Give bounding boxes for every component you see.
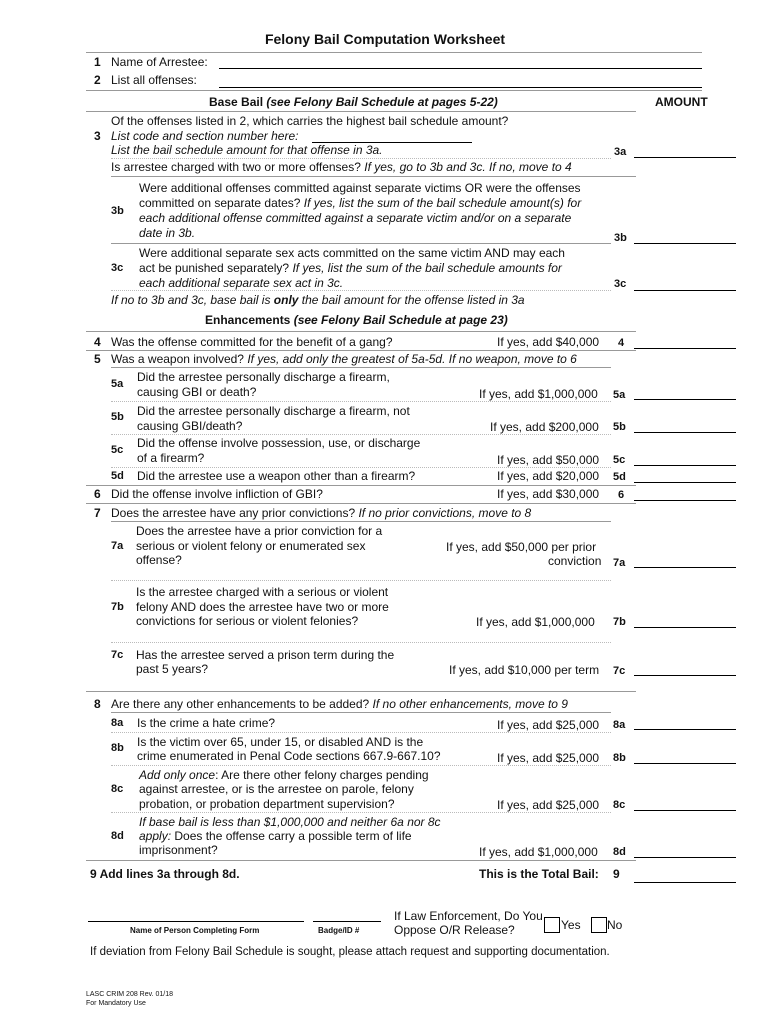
s3-line2: List code and section number here: <box>111 129 299 143</box>
amount-7a-field[interactable] <box>634 567 736 568</box>
s5c-line1: Did the offense involve possession, use, or discharge <box>137 436 421 450</box>
amount-8d-field[interactable] <box>634 857 736 858</box>
s8-question: Are there any other enhancements to be added? If no other enhancements, move to 9 <box>111 697 568 711</box>
s5b-ref: 5b <box>613 421 626 433</box>
s7b-number: 7b <box>111 601 124 613</box>
s7c-line1: Has the arrestee served a prison term during the <box>136 648 395 662</box>
badge-label: Badge/ID # <box>318 926 360 935</box>
total-bail-field[interactable] <box>634 882 736 883</box>
s3b-ref: 3b <box>614 232 627 244</box>
s7a-number: 7a <box>111 540 124 552</box>
mandatory-use: For Mandatory Use <box>86 1000 146 1007</box>
amount-5d-field[interactable] <box>634 482 736 483</box>
amount-6-field[interactable] <box>634 500 736 501</box>
row-1-number: 1 <box>94 55 101 69</box>
s8d-line3: imprisonment? <box>139 843 218 857</box>
amount-3c-field[interactable] <box>634 290 736 291</box>
s3b-number: 3b <box>111 205 124 217</box>
s3a-ref: 3a <box>614 146 627 158</box>
no-label: No <box>607 918 623 932</box>
s4-ref: 4 <box>618 337 625 349</box>
s5a-ref: 5a <box>613 389 626 401</box>
s7-question: Does the arrestee have any prior convictions? If no prior convictions, move to 8 <box>111 506 532 520</box>
amount-8a-field[interactable] <box>634 729 736 730</box>
s8c-line2: against arrestee, or is the arrestee on parole, felony <box>139 782 414 796</box>
amount-8c-field[interactable] <box>634 810 736 811</box>
s5-question: Was a weapon involved? If yes, add only the greatest of 5a-5d. If no weapon, move to 6 <box>111 352 577 366</box>
name-completing-field[interactable] <box>88 921 304 922</box>
s3-line3: List the bail schedule amount for that offense in 3a. <box>111 143 383 157</box>
amount-heading: AMOUNT <box>655 95 708 109</box>
yes-label: Yes <box>561 918 581 932</box>
s3b-line1: Were additional offenses committed against separate victims OR were the offenses <box>139 181 581 195</box>
s9-label: 9 Add lines 3a through 8d. <box>90 867 240 881</box>
s5b-line2: causing GBI/death? <box>137 419 243 433</box>
s8-number: 8 <box>94 697 101 711</box>
s5d-add: If yes, add $20,000 <box>497 469 600 483</box>
s4-question: Was the offense committed for the benefit of a gang? <box>111 335 393 349</box>
s8d-number: 8d <box>111 830 124 842</box>
s8b-number: 8b <box>111 742 124 754</box>
s8c-ref: 8c <box>613 799 626 811</box>
s5a-line1: Did the arrestee personally discharge a firearm, <box>137 370 390 384</box>
s7a-line2: serious or violent felony or enumerated sex <box>136 539 366 553</box>
s8d-ref: 8d <box>613 846 626 858</box>
offenses-field[interactable] <box>219 87 702 88</box>
yes-checkbox[interactable] <box>544 917 560 933</box>
base-bail-heading: Base Bail (see Felony Bail Schedule at pages 5-22) <box>209 95 498 109</box>
badge-field[interactable] <box>313 921 381 922</box>
s7a-add-line2: conviction <box>548 554 602 568</box>
s5a-line2: causing GBI or death? <box>137 385 257 399</box>
s3c-line2: act be punished separately? If yes, list the sum of the bail schedule amounts for <box>139 261 562 275</box>
s8d-add: If yes, add $1,000,000 <box>479 845 598 859</box>
offenses-label: List all offenses: <box>111 73 197 87</box>
s7b-line3: convictions for serious or violent felonies? <box>136 614 359 628</box>
s5b-number: 5b <box>111 411 124 423</box>
s9-ref: 9 <box>613 867 620 881</box>
s4-add: If yes, add $40,000 <box>497 335 600 349</box>
s8a-ref: 8a <box>613 719 626 731</box>
s8d-line1: If base bail is less than $1,000,000 and neither 6a nor 8c <box>139 815 441 829</box>
s7b-line2: felony AND does the arrestee have two or more <box>136 600 389 614</box>
s5c-number: 5c <box>111 444 124 456</box>
s5-number: 5 <box>94 352 101 366</box>
s3c-note: If no to 3b and 3c, base bail is only the bail amount for the offense listed in 3a <box>111 293 525 307</box>
s8a-add: If yes, add $25,000 <box>497 718 600 732</box>
s3-number: 3 <box>94 129 101 143</box>
s8c-line3: probation, or probation department supervision? <box>139 797 395 811</box>
s4-number: 4 <box>94 335 101 349</box>
s3c-line3: each additional separate sex act in 3c. <box>139 276 344 290</box>
row-2-number: 2 <box>94 73 101 87</box>
s8a-question: Is the crime a hate crime? <box>137 716 276 730</box>
s5b-add: If yes, add $200,000 <box>490 420 599 434</box>
amount-5b-field[interactable] <box>634 432 736 433</box>
s8b-line1: Is the victim over 65, under 15, or disabled AND is the <box>137 735 424 749</box>
s7c-add: If yes, add $10,000 per term <box>449 663 600 677</box>
s7a-line3: offense? <box>136 553 182 567</box>
s5c-add: If yes, add $50,000 <box>497 453 600 467</box>
s8b-ref: 8b <box>613 752 626 764</box>
deviation-note: If deviation from Felony Bail Schedule is sought, please attach request and supporting documentation. <box>90 946 610 958</box>
s3c-ref: 3c <box>614 278 627 290</box>
s5d-number: 5d <box>111 470 124 482</box>
s3-line1: Of the offenses listed in 2, which carries the highest bail schedule amount? <box>111 114 509 128</box>
form-number: LASC CRIM 208 Rev. 01/18 <box>86 991 174 998</box>
s7-number: 7 <box>94 506 101 520</box>
name-completing-label: Name of Person Completing Form <box>130 926 260 935</box>
s3b-line4: date in 3b. <box>139 226 196 240</box>
amount-7c-field[interactable] <box>634 675 736 676</box>
s8d-line2: apply: Does the offense carry a possible term of life <box>139 829 412 843</box>
law-enforcement-q1: If Law Enforcement, Do You <box>394 909 543 923</box>
s7c-number: 7c <box>111 649 124 661</box>
s5a-add: If yes, add $1,000,000 <box>479 387 598 401</box>
s8b-add: If yes, add $25,000 <box>497 751 600 765</box>
s7b-ref: 7b <box>613 616 626 628</box>
arrestee-name-label: Name of Arrestee: <box>111 55 208 69</box>
s6-ref: 6 <box>618 489 625 501</box>
law-enforcement-q2: Oppose O/R Release? <box>394 923 515 937</box>
s5d-question: Did the arrestee use a weapon other than a firearm? <box>137 469 416 483</box>
s8c-add: If yes, add $25,000 <box>497 798 600 812</box>
s7a-line1: Does the arrestee have a prior conviction for a <box>136 524 383 538</box>
s7a-ref: 7a <box>613 557 626 569</box>
amount-3b-field[interactable] <box>634 243 736 244</box>
s6-number: 6 <box>94 487 101 501</box>
s3-line4: Is arrestee charged with two or more offenses? If yes, go to 3b and 3c. If no, move to 4 <box>111 160 572 174</box>
s3c-number: 3c <box>111 262 124 274</box>
s8c-number: 8c <box>111 783 124 795</box>
amount-5c-field[interactable] <box>634 465 736 466</box>
s3b-line3: each additional offense committed against a separate victim and/or on a separate <box>139 211 572 225</box>
total-bail-label: This is the Total Bail: <box>479 867 599 881</box>
amount-7b-field[interactable] <box>634 627 736 628</box>
s3c-line1: Were additional separate sex acts committed on the same victim AND may each <box>139 246 565 260</box>
s6-question: Did the offense involve infliction of GBI? <box>111 487 323 501</box>
enhancements-heading: Enhancements (see Felony Bail Schedule at page 23) <box>205 313 508 327</box>
s7c-ref: 7c <box>613 665 626 677</box>
s5c-ref: 5c <box>613 454 626 466</box>
s3b-line2: committed on separate dates? If yes, list the sum of the bail schedule amount(s) for <box>139 196 582 210</box>
amount-8b-field[interactable] <box>634 763 736 764</box>
amount-3a-field[interactable] <box>634 157 736 158</box>
s5c-line2: of a firearm? <box>137 451 205 465</box>
s8a-number: 8a <box>111 717 124 729</box>
s5b-line1: Did the arrestee personally discharge a firearm, not <box>137 404 410 418</box>
s7a-add-line1: If yes, add $50,000 per prior <box>446 540 597 554</box>
s6-add: If yes, add $30,000 <box>497 487 600 501</box>
s8c-line1: Add only once: Are there other felony charges pending <box>139 768 429 782</box>
no-checkbox[interactable] <box>591 917 607 933</box>
s8b-line2: crime enumerated in Penal Code sections 667.9-667.10? <box>137 749 441 763</box>
arrestee-name-field[interactable] <box>219 68 702 69</box>
s7b-add: If yes, add $1,000,000 <box>476 615 595 629</box>
s7c-line2: past 5 years? <box>136 662 209 676</box>
amount-4-field[interactable] <box>634 348 736 349</box>
amount-5a-field[interactable] <box>634 399 736 400</box>
s5a-number: 5a <box>111 378 124 390</box>
s7b-line1: Is the arrestee charged with a serious or violent <box>136 585 389 599</box>
page-title: Felony Bail Computation Worksheet <box>264 31 506 47</box>
s5d-ref: 5d <box>613 471 626 483</box>
